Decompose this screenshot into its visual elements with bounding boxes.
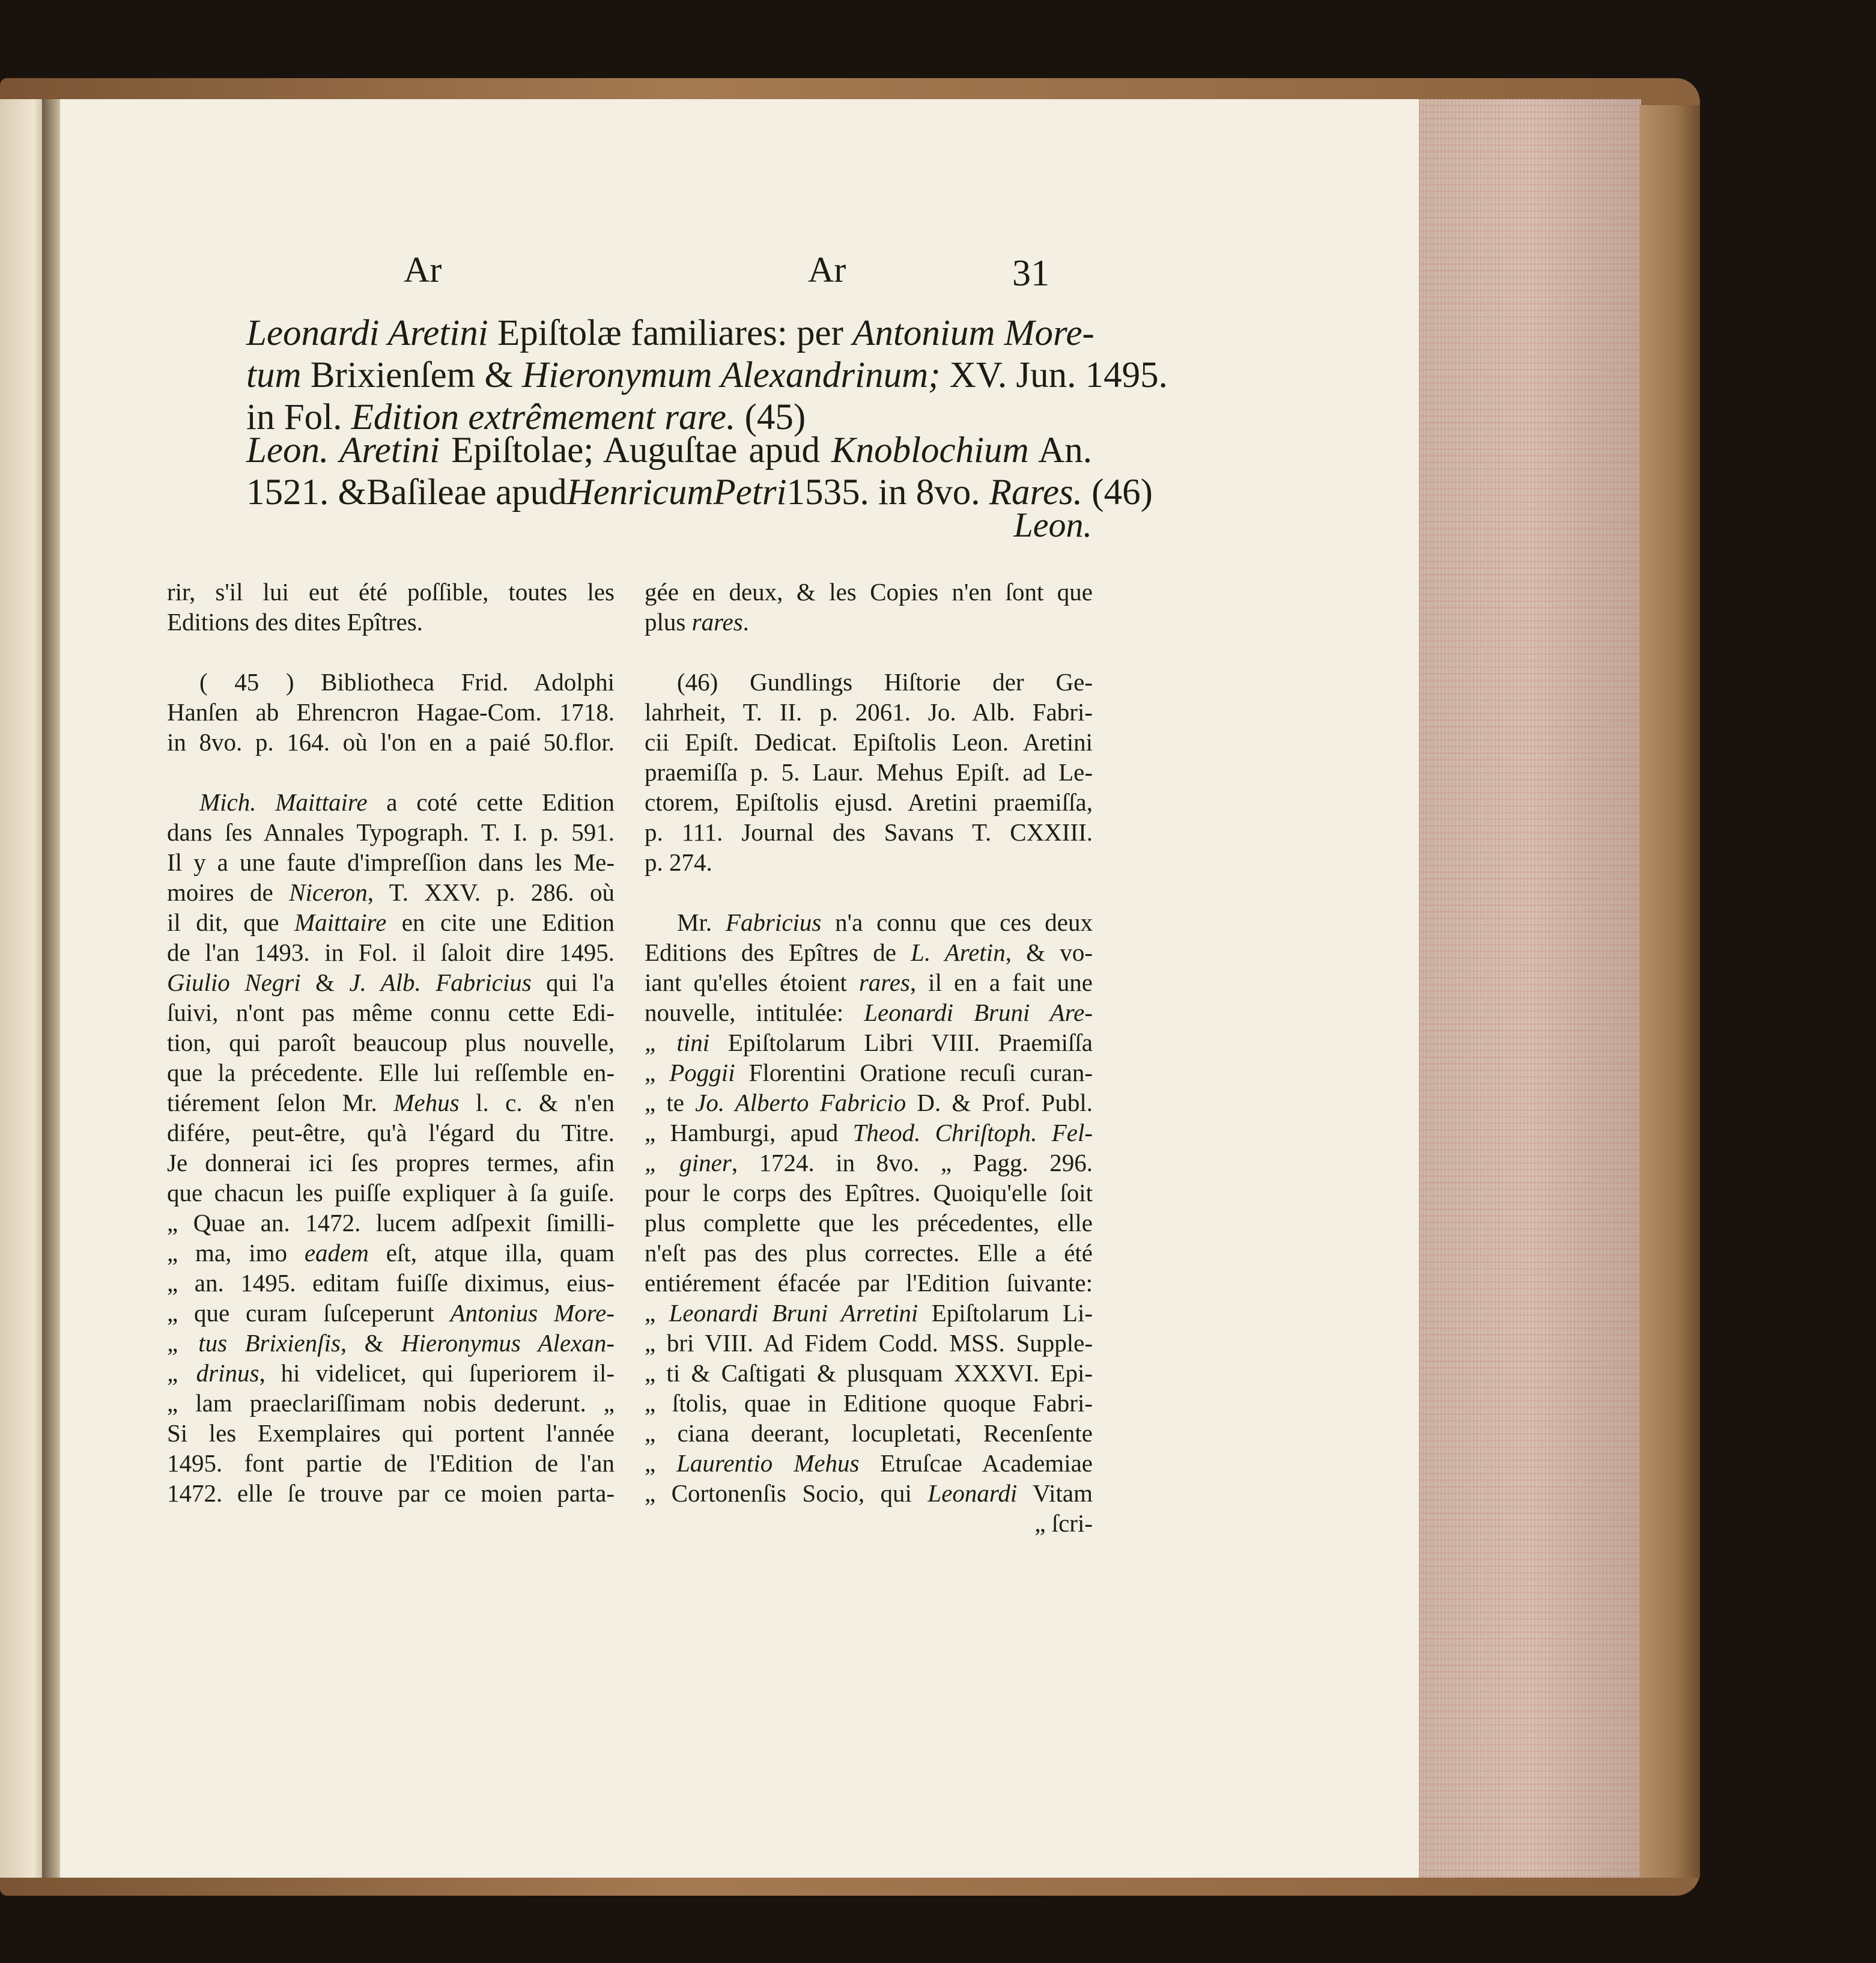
entry-text: HenricumPetri	[566, 472, 787, 513]
text-segment: 1472. elle ſe trouve par ce moien parta-	[167, 1479, 615, 1507]
text-line	[167, 667, 615, 697]
text-line	[167, 1178, 615, 1208]
text-line	[167, 1358, 615, 1388]
text-line	[645, 1058, 1093, 1088]
text-line	[167, 787, 615, 817]
text-line	[645, 607, 1093, 637]
entry-text: tum	[246, 355, 302, 395]
text-segment: en cite une Edition	[386, 908, 615, 936]
entry-text: Epiſtolae; Auguſtae apud	[440, 430, 831, 470]
text-segment: tiérement ſelon Mr.	[167, 1089, 394, 1116]
text-segment: eſt, atque illa, quam	[368, 1239, 615, 1267]
text-segment: il dit, que	[167, 908, 294, 936]
text-segment: L. Aretin	[911, 939, 1006, 966]
text-line	[645, 1238, 1093, 1268]
text-line	[167, 997, 615, 1027]
text-segment: „ ciana deerant, locupletati, Recenſente	[645, 1419, 1093, 1447]
text-segment: „ tus Brixienſis	[167, 1329, 341, 1357]
text-line	[645, 787, 1093, 817]
text-line	[167, 1088, 615, 1118]
text-line	[645, 1478, 1093, 1508]
text-segment: Hanſen ab Ehrencron Hagae-Com. 1718.	[167, 698, 615, 726]
cover-board-edge	[1640, 105, 1700, 1878]
text-line	[167, 1478, 615, 1508]
text-segment: moires de	[167, 878, 290, 906]
text-segment: , 1724. in 8vo. „ Pagg. 296.	[731, 1149, 1093, 1176]
text-segment: „ bri VIII. Ad Fidem Codd. MSS. Supple-	[645, 1329, 1093, 1357]
text-line	[167, 1298, 615, 1328]
text-line	[645, 877, 1093, 907]
text-line	[167, 877, 615, 907]
text-segment: Leonardi Bruni Arretini	[669, 1299, 918, 1327]
text-segment: l. c. & n'en	[459, 1089, 615, 1116]
text-line	[645, 727, 1093, 757]
text-segment: &	[300, 969, 350, 996]
text-segment: „ te	[645, 1089, 696, 1116]
text-segment: Il y a une faute d'impreſſion dans les Me-	[167, 848, 615, 876]
entry-text: in Fol.	[246, 397, 351, 437]
entry-text: Edition extrêmement rare.	[351, 397, 736, 437]
text-line	[167, 727, 615, 757]
text-segment: Laurentio Mehus	[676, 1449, 860, 1477]
text-segment: , hi videlicet, qui ſuperiorem il-	[259, 1359, 615, 1387]
text-segment: Leonardi	[927, 1479, 1018, 1507]
text-segment: nouvelle, intitulée:	[645, 999, 864, 1026]
catchword: Leon.	[1013, 505, 1092, 544]
text-line	[167, 1027, 615, 1058]
text-segment: ſuivi, n'ont pas même connu cette Edi-	[167, 999, 615, 1026]
text-line	[645, 1178, 1093, 1208]
text-segment: Jo. Alberto Fabricio	[695, 1089, 906, 1116]
entry-text: Epiſtolæ familiares: per	[488, 313, 853, 353]
text-segment: „ ſcri-	[1034, 1509, 1093, 1537]
text-segment: de l'an 1493. in Fol. il ſaloit dire 1495.	[167, 939, 615, 966]
text-line	[167, 1238, 615, 1268]
text-segment: Etruſcae Academiae	[859, 1449, 1093, 1477]
text-segment: a coté cette Edition	[367, 788, 615, 816]
entry-text: Antonium More-	[852, 313, 1094, 353]
text-segment: gée en deux, & les Copies n'en ſont que	[645, 578, 1093, 606]
text-segment: Fabricius	[725, 908, 822, 936]
text-line	[645, 1388, 1093, 1418]
text-line	[645, 1208, 1093, 1238]
text-line	[167, 937, 615, 967]
text-line	[167, 757, 615, 787]
text-segment: „ Cortonenſis Socio, qui	[645, 1479, 928, 1507]
text-segment: Je donnerai ici ſes propres termes, afin	[167, 1149, 615, 1176]
text-line	[645, 997, 1093, 1027]
text-segment: „ Hamburgi, apud	[645, 1119, 853, 1146]
text-segment: „ que curam ſuſceperunt	[167, 1299, 451, 1327]
text-line	[645, 967, 1093, 997]
text-line	[167, 1268, 615, 1298]
text-segment: Antonius More-	[450, 1299, 615, 1327]
text-line	[645, 847, 1093, 877]
text-line	[167, 1208, 615, 1238]
text-segment: „ ma, imo	[167, 1239, 305, 1267]
entry-text: 1521. &Baſileae apud	[246, 472, 567, 513]
text-line	[167, 907, 615, 937]
text-segment: „ ti & Caſtigati & plusquam XXXVI. Epi-	[645, 1359, 1093, 1387]
catalog-entry-46	[246, 430, 1153, 514]
text-segment: J. Alb. Fabricius	[349, 969, 532, 996]
right-column	[645, 577, 1093, 1538]
text-segment: Florentini Oratione recuſi curan-	[735, 1059, 1093, 1086]
text-segment: „ giner	[645, 1149, 732, 1176]
text-segment: que la précedente. Elle lui reſſemble en-	[167, 1059, 615, 1086]
text-line	[167, 1418, 615, 1448]
text-line	[645, 1118, 1093, 1148]
text-segment: n'a connu que ces deux	[821, 908, 1093, 936]
entry-text: (45)	[735, 397, 806, 437]
entry-text: (46)	[1082, 472, 1153, 513]
entry-text: Hieronymum Alexandrinum;	[522, 355, 941, 395]
text-segment: Mehus	[393, 1089, 460, 1116]
text-line	[645, 1027, 1093, 1058]
text-segment: .	[742, 608, 749, 636]
text-segment: „ an. 1495. editam fuiſſe diximus, eius-	[167, 1269, 615, 1297]
text-segment: tion, qui paroît beaucoup plus nouvelle,	[167, 1029, 615, 1056]
text-line	[167, 817, 615, 847]
text-segment: Maittaire	[294, 908, 387, 936]
text-segment: Theod. Chriſtoph. Fel-	[852, 1119, 1093, 1146]
entry-text: Leonardi Aretini	[246, 313, 488, 353]
text-line	[167, 1328, 615, 1358]
text-segment: Hieronymus Alexan-	[401, 1329, 615, 1357]
text-line	[167, 697, 615, 727]
text-line	[645, 1148, 1093, 1178]
text-segment: „ drinus	[167, 1359, 260, 1387]
text-segment: entiérement éfacée par l'Edition ſuivante:	[645, 1269, 1093, 1297]
entry-text: 1535. in 8vo.	[786, 472, 989, 513]
text-segment: in 8vo. p. 164. où l'on en a paié 50.flor.	[167, 728, 615, 756]
running-head-center: Ar	[808, 250, 846, 290]
text-segment: Mr.	[677, 908, 726, 936]
text-segment: ( 45 ) Bibliotheca Frid. Adolphi	[199, 668, 615, 696]
text-segment: (46) Gundlings Hiſtorie der Ge-	[677, 668, 1093, 696]
text-segment: pour le corps des Epîtres. Quoiqu'elle ſoit	[645, 1179, 1093, 1207]
text-segment: Niceron	[289, 878, 368, 906]
text-segment: Vitam	[1017, 1479, 1093, 1507]
text-line	[167, 637, 615, 667]
text-line	[167, 1448, 615, 1478]
page-number: 31	[1012, 253, 1049, 294]
text-segment: dans ſes Annales Typograph. T. I. p. 591.	[167, 818, 615, 846]
text-segment: n'eſt pas des plus correctes. Elle a été	[645, 1239, 1093, 1267]
text-segment: , il en a fait une	[909, 969, 1093, 996]
text-line	[167, 1058, 615, 1088]
text-segment: que chacun les puiſſe expliquer à ſa guiſe.	[167, 1179, 615, 1207]
text-segment: plus	[645, 608, 692, 636]
text-segment: „	[645, 1449, 677, 1477]
text-line	[645, 1328, 1093, 1358]
text-line	[645, 1418, 1093, 1448]
text-line	[167, 847, 615, 877]
text-segment: Editions des dites Epîtres.	[167, 608, 423, 636]
text-segment: , & vo-	[1005, 939, 1093, 966]
text-segment: 1495. font partie de l'Edition de l'an	[167, 1449, 615, 1477]
text-segment: p. 274.	[645, 848, 712, 876]
text-segment: „	[645, 1299, 669, 1327]
text-segment: rares	[691, 608, 743, 636]
text-segment: rir, s'il lui eut été poſſible, toutes les	[167, 578, 615, 606]
text-segment: rares	[858, 969, 910, 996]
text-segment: Si les Exemplaires qui portent l'année	[167, 1419, 615, 1447]
text-line	[645, 907, 1093, 937]
text-line	[167, 607, 615, 637]
text-line	[645, 637, 1093, 667]
entry-text: XV. Jun. 1495.	[940, 355, 1168, 395]
text-segment: „	[645, 1059, 670, 1086]
text-segment: „ tini	[645, 1029, 710, 1056]
entry-text: Leon. Aretini	[246, 430, 440, 470]
text-line	[645, 817, 1093, 847]
left-page-sliver	[0, 99, 48, 1878]
text-segment: praemiſſa p. 5. Laur. Mehus Epiſt. ad Le-	[645, 758, 1093, 786]
text-line	[645, 697, 1093, 727]
text-line	[645, 1268, 1093, 1298]
text-segment: difére, peut-être, qu'à l'égard du Titre.	[167, 1119, 615, 1146]
entry-text: An.	[1028, 430, 1092, 470]
text-segment: , &	[340, 1329, 401, 1357]
text-segment: cii Epiſt. Dedicat. Epiſtolis Leon. Aretini	[645, 728, 1093, 756]
text-line	[167, 1148, 615, 1178]
entry-text: Brixienſem &	[301, 355, 523, 395]
text-line	[645, 1358, 1093, 1388]
text-segment: iant qu'elles étoient	[645, 969, 859, 996]
text-segment: „ Quae an. 1472. lucem adſpexit ſimilli-	[167, 1209, 615, 1237]
text-line	[645, 937, 1093, 967]
text-segment: Poggii	[669, 1059, 735, 1086]
text-line	[167, 1388, 615, 1418]
text-segment: Mich. Maittaire	[199, 788, 368, 816]
text-segment: Giulio Negri	[167, 969, 301, 996]
text-line	[645, 1298, 1093, 1328]
text-line	[645, 757, 1093, 787]
text-segment: eadem	[304, 1239, 369, 1267]
text-line	[645, 577, 1093, 607]
text-segment: Epiſtolarum Libri VIII. Praemiſſa	[709, 1029, 1093, 1056]
text-line	[645, 1448, 1093, 1478]
text-segment: lahrheit, T. II. p. 2061. Jo. Alb. Fabri-	[645, 698, 1093, 726]
entry-text: Rares.	[989, 472, 1083, 513]
text-segment: Editions des Epîtres de	[645, 939, 911, 966]
text-segment: qui l'a	[531, 969, 615, 996]
text-line	[167, 1118, 615, 1148]
entry-text: Knoblochium	[831, 430, 1029, 470]
text-segment: , T. XXV. p. 286. où	[367, 878, 615, 906]
text-line	[645, 1088, 1093, 1118]
page-fore-edge	[1419, 99, 1641, 1878]
text-segment: „ lam praeclariſſimam nobis dederunt. „	[167, 1389, 615, 1417]
catalog-entry-45	[246, 312, 1168, 439]
text-segment: plus complette que les précedentes, elle	[645, 1209, 1093, 1237]
text-segment: Leonardi Bruni Are-	[864, 999, 1093, 1026]
text-segment: Epiſtolarum Li-	[918, 1299, 1093, 1327]
running-head-left: Ar	[404, 250, 442, 290]
text-segment: „ ſtolis, quae in Editione quoque Fabri-	[645, 1389, 1093, 1417]
text-segment: ctorem, Epiſtolis ejusd. Aretini praemiſſa,	[645, 788, 1093, 816]
text-segment: p. 111. Journal des Savans T. CXXIII.	[645, 818, 1093, 846]
text-line	[167, 577, 615, 607]
left-column	[167, 577, 615, 1508]
text-segment: D. & Prof. Publ.	[906, 1089, 1093, 1116]
text-line	[645, 1508, 1093, 1538]
text-line	[167, 967, 615, 997]
text-line	[645, 667, 1093, 697]
